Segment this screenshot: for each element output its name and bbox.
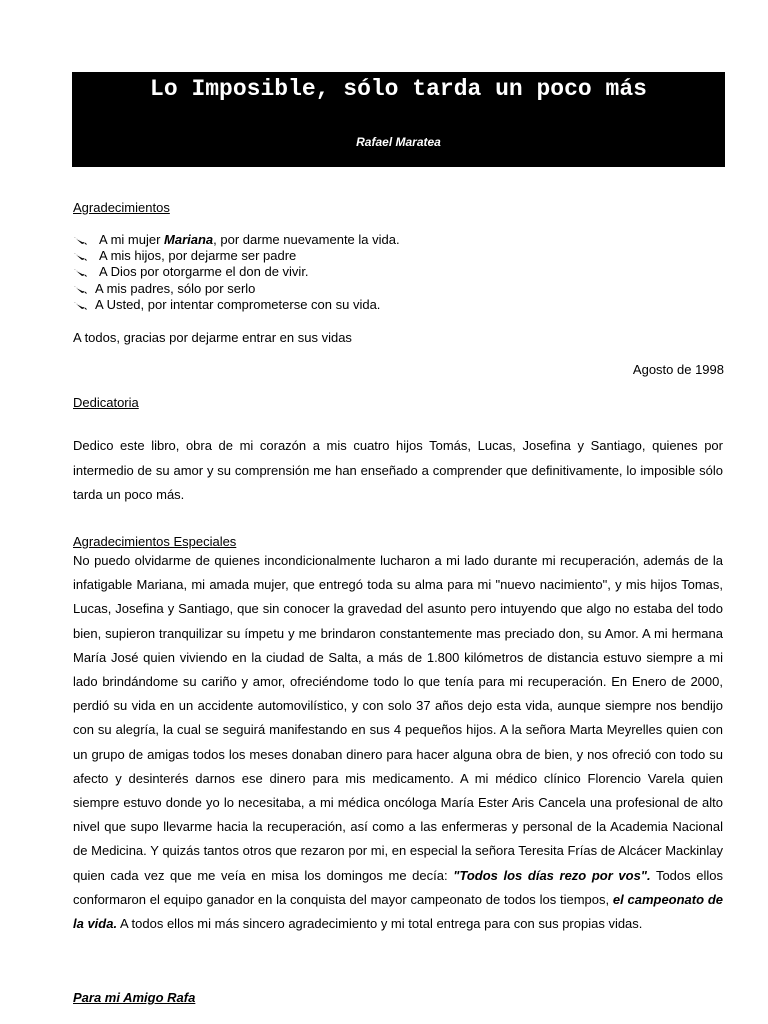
feather-pen-icon [73, 252, 87, 261]
feather-pen-icon [73, 268, 87, 277]
list-item-text: A mis hijos, por dejarme ser padre [99, 248, 297, 264]
list-item-text [99, 232, 400, 247]
item-emphasis: Mariana [164, 232, 214, 247]
dedicatoria-paragraph: Dedico este libro, obra de mi corazón a mis cuatro hijos Tomás, Lucas, Josefina y Santiago, quienes por intermedio de su amor y su comprensión me han enseñado a comprender que definitivamente, lo imposible sólo tarda un poco más. [73, 438, 723, 502]
list-item-text: A Usted, por intentar comprometerse con su vida. [95, 296, 381, 312]
feather-pen-icon [73, 236, 87, 245]
especiales-emphasis: el campeonato de la vida. [73, 891, 723, 932]
feather-pen-icon [73, 301, 87, 310]
document-title: Lo Imposible, sólo tarda un poco más [150, 76, 647, 102]
final-heading: Para mi Amigo Rafa [73, 990, 196, 1005]
list-item [73, 232, 400, 248]
item-text-before: A mi mujer [99, 232, 165, 247]
especiales-text-3: A todos ellos mi más sincero agradecimiento y mi total entrega para con sus propias vidas. [117, 916, 643, 932]
list-item [73, 281, 400, 297]
list-item [73, 297, 400, 313]
agradecimientos-list [73, 232, 400, 313]
especiales-paragraph [73, 549, 723, 936]
feather-pen-icon [73, 285, 87, 294]
date-line: Agosto de 1998 [632, 362, 724, 377]
agradecimientos-heading: Agradecimientos [73, 200, 170, 215]
list-item-text: A Dios por otorgarme el don de vivir. [99, 264, 309, 280]
especiales-quote: "Todos los días rezo por vos". [453, 867, 651, 883]
especiales-text-2: Todos ellos conformaron el equipo ganador en la conquista del mayor campeonato de todos los tiempos, [73, 867, 723, 907]
list-item-text: A mis padres, sólo por serlo [95, 280, 256, 296]
title-banner [72, 72, 725, 167]
closing-line: A todos, gracias por dejarme entrar en sus vidas [73, 330, 352, 345]
author-name: Rafael Maratea [356, 135, 441, 149]
especiales-text-1: No puedo olvidarme de quienes incondicionalmente lucharon a mi lado durante mi recuperación, además de la infatigable Mariana, mi amada mujer, que entregó toda su alma para mi "nuevo nacimiento", y mis hijos Tomas, Lucas, Josefina y Santiago, que sin conocer la gravedad del asunto pero intuyendo que algo no estaba del todo bien, supieron tranquilizar su ímpetu y me brindaron constantemente mas preciado don, su Amor. A mi hermana María José quien viviendo en la ciudad de Salta, a más de 1.800 kilómetros de distancia estuvo siempre a mi lado brindándome su cariño y amor, ofreciéndome todo lo que tenía para mi recuperación. En Enero de 2000, perdió su vida en un accidente automovilístico, y con solo 37 años dejo esta vida, aunque siempre nos bendijo con su alegría, la cual se seguirá manifestando en sus 4 pequeños hijos. A la señora Marta Meyrelles quien con un grupo de amigas todos los meses donaban dinero para hacer alguna obra de bien, y nos ofreció con todo su afecto y desinterés darnos ese dinero para mis medicamento. A mi médico clínico Florencio Varela quien siempre estuvo donde yo lo necesitaba, a mi médica oncóloga María Ester Aris Cancela una profesional de alto nivel que supo llevarme hacia la recuperación, así como a las enfermeras y personal de la Academia Nacional de Medicina. Y quizás tantos otros que rezaron por mi, en especial la señora Teresita Frías de Alcácer Mackinlay quien cada vez que me veía en misa los domingos me decía: [73, 553, 723, 883]
item-text-after: , por darme nuevamente la vida. [213, 232, 400, 247]
especiales-heading: Agradecimientos Especiales [73, 534, 237, 549]
list-item [73, 264, 400, 280]
list-item [73, 248, 400, 264]
dedicatoria-heading: Dedicatoria [73, 395, 139, 410]
